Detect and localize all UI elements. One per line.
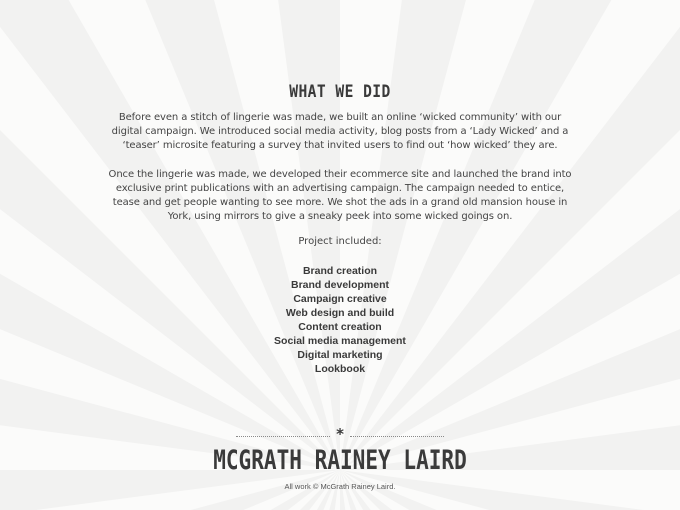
project-included-label: Project included: [298,236,382,247]
service-item: Digital marketing [297,349,383,361]
divider-right [350,436,444,437]
service-item: Content creation [298,321,382,333]
paragraph-text: Before even a stitch of lingerie was made, we built an online ‘wicked community’ with our digital campaign. We introduced social media activity, blog posts from a ‘Lady Wicked’ and a ‘teaser’ microsite featuring a survey that invited users to find out ‘how wicked’ they are. [111,112,569,151]
section-heading: WHAT WE DID [289,82,391,102]
divider-left [236,436,330,437]
service-item: Web design and build [285,307,395,319]
service-item: Campaign creative [293,293,387,305]
paragraph-text: Once the lingerie was made, we developed their ecommerce site and launched the brand into exclusive print publications with an advertising campaign. The campaign needed to entice, tease and get people wanting to see more. We shot the ads in a grand old mansion house in York, using mirrors to give a sneaky peek into some wicked goings on. [108,169,572,222]
service-item: Brand development [290,279,390,291]
service-item: Brand creation [302,265,378,277]
services-list [0,264,680,376]
copyright-text: All work © McGrath Rainey Laird. [284,482,396,491]
service-item: Lookbook [314,363,366,375]
campaign-paragraph [108,168,572,224]
service-item: Social media management [274,335,406,347]
brand-logo: MCGRATH RAINEY LAIRD [213,445,467,476]
asterisk-ornament-icon: * [336,425,344,443]
intro-paragraph [108,111,572,153]
